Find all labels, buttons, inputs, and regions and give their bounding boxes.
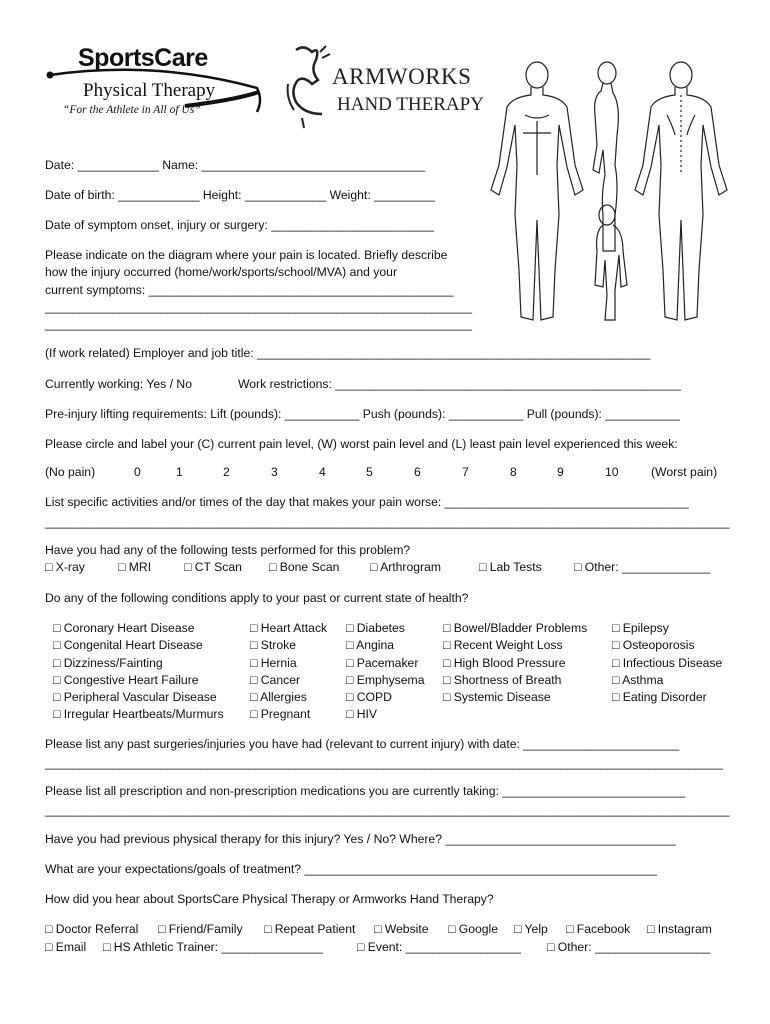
symptoms-blank-1[interactable]: _______________________________________________________________	[45, 300, 473, 314]
referral-event-checkbox[interactable]: □ Event: _________________	[357, 940, 521, 954]
armworks-logo	[282, 40, 484, 130]
pain-scale-4[interactable]: 4	[319, 465, 326, 479]
condition-checkbox[interactable]: □ Pregnant	[250, 707, 311, 722]
test-other-checkbox[interactable]: □ Other: _____________	[574, 560, 711, 574]
referral-repeat-checkbox[interactable]: □ Repeat Patient	[264, 922, 356, 936]
condition-checkbox[interactable]: □ Dizziness/Fainting	[53, 655, 163, 670]
work-restrictions-line[interactable]: Work restrictions: ___________________________________________________	[238, 377, 681, 391]
condition-checkbox[interactable]: □ Epilepsy	[612, 621, 669, 635]
condition-checkbox[interactable]: □ Angina	[346, 638, 395, 653]
condition-checkbox[interactable]: □ Asthma	[612, 672, 664, 687]
referral-email-checkbox[interactable]: □ Email	[45, 940, 87, 954]
condition-checkbox[interactable]: □ HIV	[346, 707, 378, 722]
body-diagram[interactable]	[485, 55, 730, 330]
conditions-column-3	[346, 620, 424, 724]
sportscare-subtitle: Physical Therapy	[83, 80, 216, 101]
birth-height-weight-line[interactable]: Date of birth: ____________ Height: ____________ Weight: _________	[45, 188, 436, 202]
armworks-title: ARMWORKS	[332, 64, 472, 89]
pain-scale-6[interactable]: 6	[414, 465, 421, 479]
pain-max-label: (Worst pain)	[651, 465, 718, 479]
condition-checkbox[interactable]: □ Bowel/Bladder Problems	[443, 621, 588, 635]
pain-scale-8[interactable]: 8	[510, 465, 517, 479]
symptoms-blank-2[interactable]: _______________________________________________________________	[45, 317, 473, 331]
referral-instagram-checkbox[interactable]: □ Instagram	[647, 922, 712, 936]
test-bone-scan-checkbox[interactable]: □ Bone Scan	[269, 560, 340, 574]
surgeries-line[interactable]: Please list any past surgeries/injuries you have had (relevant to current injury) with date: _______________________	[45, 737, 680, 751]
sportscare-title: SportsCare	[78, 44, 208, 72]
surgeries-blank[interactable]: ____________________________________________________________________________________________________	[45, 756, 723, 770]
previous-pt-line[interactable]: Have you had previous physical therapy for this injury? Yes / No? Where? __________________________________	[45, 832, 676, 846]
body-back-figure	[635, 62, 727, 320]
date-name-line[interactable]: Date: ____________ Name: _________________________________	[45, 158, 426, 172]
current-symptoms-line[interactable]: current symptoms: _____________________________________________	[45, 283, 454, 297]
activities-blank[interactable]: _____________________________________________________________________________________________________	[45, 515, 730, 529]
pain-scale-10[interactable]: 10	[605, 465, 619, 479]
test-ct-scan-checkbox[interactable]: □ CT Scan	[184, 560, 242, 574]
medications-blank[interactable]: _____________________________________________________________________________________________________	[45, 803, 730, 817]
medications-line[interactable]: Please list all prescription and non-prescription medications you are currently taking: ___________________________	[45, 784, 686, 798]
referral-other-checkbox[interactable]: □ Other: _________________	[547, 940, 711, 954]
test-mri-checkbox[interactable]: □ MRI	[118, 560, 152, 574]
condition-checkbox[interactable]: □ Systemic Disease	[443, 690, 551, 705]
tests-question: Have you had any of the following tests performed for this problem?	[45, 543, 411, 557]
referral-friend-checkbox[interactable]: □ Friend/Family	[158, 922, 243, 936]
currently-working[interactable]: Currently working: Yes / No	[45, 377, 192, 391]
condition-checkbox[interactable]: □ Infectious Disease	[612, 655, 723, 670]
pain-scale-1[interactable]: 1	[176, 465, 183, 479]
condition-checkbox[interactable]: □ Emphysema	[346, 672, 425, 687]
referral-question: How did you hear about SportsCare Physical Therapy or Armworks Hand Therapy?	[45, 892, 494, 906]
condition-checkbox[interactable]: □ Recent Weight Loss	[443, 638, 563, 653]
test-xray-checkbox[interactable]: □ X-ray	[45, 560, 85, 574]
condition-checkbox[interactable]: □ Congestive Heart Failure	[53, 672, 199, 687]
condition-checkbox[interactable]: □ High Blood Pressure	[443, 655, 566, 670]
pain-scale-9[interactable]: 9	[557, 465, 564, 479]
test-lab-tests-checkbox[interactable]: □ Lab Tests	[479, 560, 542, 574]
condition-checkbox[interactable]: □ Congenital Heart Disease	[53, 638, 203, 653]
test-arthrogram-checkbox[interactable]: □ Arthrogram	[370, 560, 442, 574]
sportscare-logo	[45, 40, 275, 130]
body-hand-figure	[595, 205, 627, 320]
condition-checkbox[interactable]: □ Shortness of Breath	[443, 672, 562, 687]
condition-checkbox[interactable]: □ Allergies	[250, 690, 307, 705]
pain-scale-5[interactable]: 5	[366, 465, 373, 479]
expectations-line[interactable]: What are your expectations/goals of treatment? ____________________________________________________	[45, 862, 657, 876]
condition-checkbox[interactable]: □ Stroke	[250, 638, 296, 653]
conditions-column-4	[443, 620, 587, 706]
condition-checkbox[interactable]: □ Coronary Heart Disease	[53, 621, 195, 635]
pain-scale-3[interactable]: 3	[271, 465, 278, 479]
pain-min-label: (No pain)	[45, 465, 96, 479]
lifting-requirements-line[interactable]: Pre-injury lifting requirements: Lift (pounds): ___________ Push (pounds): ___________ Pull (pounds): ___________	[45, 407, 680, 421]
condition-checkbox[interactable]: □ Diabetes	[346, 621, 405, 635]
pain-scale-0[interactable]: 0	[134, 465, 141, 479]
symptom-onset-line[interactable]: Date of symptom onset, injury or surgery: ________________________	[45, 218, 434, 232]
sportscare-tagline: “For the Athlete in All of Us”	[63, 104, 201, 116]
conditions-column-2	[250, 620, 327, 724]
condition-checkbox[interactable]: □ Eating Disorder	[612, 690, 707, 705]
referral-doctor-checkbox[interactable]: □ Doctor Referral	[45, 922, 139, 936]
pain-scale-7[interactable]: 7	[462, 465, 469, 479]
condition-checkbox[interactable]: □ Cancer	[250, 672, 301, 687]
conditions-question: Do any of the following conditions apply to your past or current state of health?	[45, 591, 469, 605]
activities-line[interactable]: List specific activities and/or times of the day that makes your pain worse: ____________________________________	[45, 495, 689, 509]
condition-checkbox[interactable]: □ Heart Attack	[250, 621, 328, 635]
referral-athletic-trainer-checkbox[interactable]: □ HS Athletic Trainer: _______________	[103, 940, 324, 954]
pain-scale-2[interactable]: 2	[223, 465, 230, 479]
diagram-instruction-2: how the injury occurred (home/work/sports/school/MVA) and your	[45, 265, 398, 279]
condition-checkbox[interactable]: □ COPD	[346, 690, 392, 705]
pain-instructions: Please circle and label your (C) current pain level, (W) worst pain level and (L) least pain level experienced this week:	[45, 437, 678, 451]
condition-checkbox[interactable]: □ Osteoporosis	[612, 638, 695, 653]
body-side-figure	[593, 62, 618, 251]
condition-checkbox[interactable]: □ Hernia	[250, 655, 297, 670]
referral-website-checkbox[interactable]: □ Website	[374, 922, 429, 936]
body-front-figure	[491, 62, 583, 320]
condition-checkbox[interactable]: □ Pacemaker	[346, 655, 419, 670]
condition-checkbox[interactable]: □ Irregular Heartbeats/Murmurs	[53, 707, 224, 722]
conditions-column-5	[612, 620, 722, 706]
referral-facebook-checkbox[interactable]: □ Facebook	[566, 922, 631, 936]
armworks-subtitle: HAND THERAPY	[337, 94, 484, 115]
diagram-instruction: Please indicate on the diagram where your pain is located. Briefly describe	[45, 248, 448, 262]
condition-checkbox[interactable]: □ Peripheral Vascular Disease	[53, 690, 217, 705]
referral-google-checkbox[interactable]: □ Google	[448, 922, 499, 936]
conditions-column-1	[53, 620, 224, 724]
referral-yelp-checkbox[interactable]: □ Yelp	[514, 922, 548, 936]
employer-line[interactable]: (If work related) Employer and job title: __________________________________________________________	[45, 346, 651, 360]
